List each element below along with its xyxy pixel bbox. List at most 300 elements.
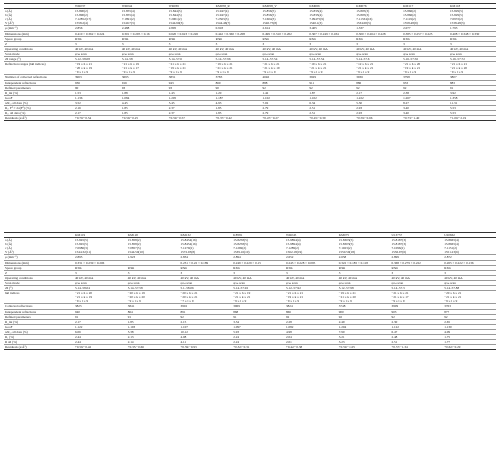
table-cell: +0.59/−0.57 xyxy=(168,116,215,121)
table-cell: 2.44 xyxy=(74,340,127,345)
table-cell: +0.59/−0.66 xyxy=(355,116,402,121)
row-label: c (Å) xyxy=(5,246,12,251)
table-cell: 40 kV, 40 mA xyxy=(127,275,180,280)
row-label: c (Å) xyxy=(5,17,12,22)
table-cell: +0.59/−0.25 xyxy=(121,116,168,121)
table-cell: 1544.46(7) xyxy=(215,21,231,26)
table-cell: 3 xyxy=(308,41,355,46)
table-cell: 1540.7(3) xyxy=(121,21,135,26)
sample-column-header: KM117 xyxy=(402,4,449,9)
table-cell: 0.918 xyxy=(215,26,262,31)
table-cell: 3936 xyxy=(355,75,402,80)
table-cell: 3825 xyxy=(74,304,127,309)
table-cell: 15.844(5) xyxy=(168,9,182,14)
table-cell: 5.14–58 xyxy=(121,57,168,62)
table-cell: R3m xyxy=(355,36,402,41)
table-cell: 15.844(5) xyxy=(168,13,182,18)
table-cell: 5.12–58.08 xyxy=(74,57,121,62)
table-cell: φ/ω scan xyxy=(285,280,338,285)
table-cell: +0.59/−0.42 xyxy=(74,345,127,350)
table-cell: 40 kV, 40 mA xyxy=(215,46,262,51)
table-cell: +0.57/−1.34 xyxy=(391,345,444,350)
table-cell: φ/ω scan xyxy=(443,280,496,285)
table-row xyxy=(4,62,496,75)
row-label: Z xyxy=(4,270,74,275)
table-cell: 40 kV, 40 mA xyxy=(168,46,215,51)
table-cell: R3m xyxy=(121,36,168,41)
table-cell: 15.947(4) xyxy=(215,13,229,18)
row-label: R_int (%) xyxy=(4,319,74,324)
table-cell: 3969 xyxy=(232,304,285,309)
row-label: Residuals (e/Å³) xyxy=(4,116,74,121)
table-cell: 15.8187(3) xyxy=(391,238,407,243)
table-cell: 5.14–57.54 xyxy=(308,57,355,62)
table-cell: 5.14–57.88 xyxy=(443,286,496,291)
table-cell: 1.204 xyxy=(338,324,391,329)
table-cell: 3902 xyxy=(180,304,233,309)
table-cell: 4.93 xyxy=(215,100,262,105)
table-cell: 15.8258(5) xyxy=(233,242,248,247)
row-label: V (Å³) xyxy=(5,21,14,26)
table-cell: 0.620 × 0.623 × 0.226 xyxy=(168,31,215,36)
table-cell: 3.405 xyxy=(308,26,355,31)
table-cell: φ/ω scan xyxy=(121,51,168,56)
table-row xyxy=(4,116,496,121)
row-label: V (Å³) xyxy=(5,250,14,255)
table-cell: 3783 xyxy=(215,75,262,80)
table-cell: 91 xyxy=(74,314,127,319)
table-cell: 1.082 xyxy=(285,324,338,329)
table-cell: 15.8665(4) xyxy=(444,242,459,247)
row-label: Residuals (e/Å³) xyxy=(4,345,74,350)
table-cell: 5.14–57.54 xyxy=(262,57,309,62)
table-cell: 3929 xyxy=(308,75,355,80)
table-cell: 7.0986(3) xyxy=(75,246,88,251)
table-cell: φ/ω scan xyxy=(127,280,180,285)
table-cell: −19 ≤ h ≤ 21 −21 ≤ k ≤ 21 −9 ≤ l ≤ 9 xyxy=(308,62,355,75)
table-cell: 860 xyxy=(215,80,262,85)
table-cell: 900 xyxy=(338,309,391,314)
table-cell: 877 xyxy=(443,309,496,314)
table-cell: R3m xyxy=(215,36,262,41)
table-cell: φ/ω scan xyxy=(180,280,233,285)
row-label: R_int (%) xyxy=(4,90,74,95)
table-cell: 5.14–58.04 xyxy=(74,286,127,291)
row-label: Dimensions (mm) xyxy=(4,31,74,36)
table-cell: 2.24 xyxy=(232,340,285,345)
table-cell: 1540.1(3) xyxy=(309,21,323,26)
table-cell: −21 ≤ h ≤ 21 −19 ≤ k ≤ 21 −9 ≤ l ≤ 9 xyxy=(168,62,215,75)
table-cell: 2.14 xyxy=(127,340,180,345)
table-cell: 15.856(5) xyxy=(262,9,276,14)
table-cell: 1.85 xyxy=(215,111,262,116)
table-cell: 940 xyxy=(74,309,127,314)
table-cell: 4046 xyxy=(262,75,309,80)
table-cell: 2.805 xyxy=(168,26,215,31)
row-label: R₁, all data (%) xyxy=(4,111,74,116)
table-cell: 2.894 xyxy=(232,255,285,260)
table-cell: R3m xyxy=(402,36,449,41)
table-cell: 3 xyxy=(391,270,444,275)
table-cell: 3831 xyxy=(168,75,215,80)
row-label: Independent reflections xyxy=(4,80,74,85)
row-label: Independent reflections xyxy=(4,309,74,314)
table-cell: 6.47 xyxy=(391,329,444,334)
table-cell: 3.34 xyxy=(232,319,285,324)
table-cell: 15.858(2) xyxy=(127,242,141,247)
table-cell: 1550.59(18) xyxy=(338,250,355,255)
sample-column-header: U20662 xyxy=(443,233,496,238)
row-label: Collected reflections xyxy=(4,304,74,309)
table-cell: 15.833(4) xyxy=(309,9,323,14)
table-cell: 3 xyxy=(262,41,309,46)
table-cell: 1.85 xyxy=(215,105,262,110)
table-cell: 15.9894(4) xyxy=(286,242,301,247)
table-cell: 1.793 xyxy=(449,26,496,31)
table-cell: 15.8454(16) xyxy=(180,238,197,243)
table-cell: 2.895 xyxy=(74,255,127,260)
table-cell: 3824 xyxy=(285,304,338,309)
table-cell: 1.193 xyxy=(127,324,180,329)
row-label: Scan mode xyxy=(4,51,74,56)
table-cell: 90 xyxy=(215,85,262,90)
table-cell: 1551.23(6) xyxy=(444,250,459,255)
table-cell: 891 xyxy=(180,309,233,314)
table-cell: R3m xyxy=(180,265,233,270)
table-cell: 40 kV, 40 mA xyxy=(338,275,391,280)
table-cell: 2.51 xyxy=(308,105,355,110)
table-cell: 3748 xyxy=(338,304,391,309)
table-cell: 1.88 xyxy=(121,90,168,95)
table-cell: 2.38 xyxy=(402,90,449,95)
table-cell: 7.09475(9) xyxy=(309,17,324,22)
table-cell: 883 xyxy=(449,80,496,85)
table-cell: 1544.50(10) xyxy=(127,250,144,255)
table-cell: 5.16–57.72 xyxy=(449,57,496,62)
table-cell: 2.93 xyxy=(355,111,402,116)
table-cell: 0.231 × 0.22 × 0.189 xyxy=(180,260,233,265)
table-cell: 0.410 × 0.362 × 0.224 xyxy=(74,31,121,36)
table-cell: 5.12–57.92 xyxy=(285,286,338,291)
table-cell: +0.70/−0.54 xyxy=(74,116,121,121)
table-cell: 15.8258(5) xyxy=(233,238,248,243)
table-cell: 40 kV, 40 mA xyxy=(262,46,309,51)
table-cell: 92 xyxy=(262,85,309,90)
table-cell: 2.658 xyxy=(338,255,391,260)
table-cell: 1540.75(8) xyxy=(262,21,278,26)
table-cell: 4.45 xyxy=(121,100,168,105)
row-label: Scan mode xyxy=(4,280,74,285)
table-cell: 2.614 xyxy=(262,26,309,31)
table-cell: 2.04 xyxy=(285,334,338,339)
table-cell: 15.8303(5) xyxy=(338,242,354,247)
table-cell: 7.1279(2) xyxy=(180,246,194,251)
table-cell: 3 xyxy=(402,41,449,46)
table-cell: 7.0972(2) xyxy=(450,17,463,22)
table-cell: 5.30 xyxy=(355,100,402,105)
table-cell: 2.51 xyxy=(391,340,444,345)
table-cell: 3 xyxy=(168,41,215,46)
table-cell: −21 ≤ h ≤ 21 −21 ≤ k ≤ 19 −9 ≤ l ≤ 9 xyxy=(262,62,309,75)
table-cell: R3m xyxy=(449,36,496,41)
table-cell: 5.14–57.6 xyxy=(355,57,402,62)
table-cell: 1.102 xyxy=(262,95,309,100)
table-cell: 3 xyxy=(215,41,262,46)
table-cell: 2.17 xyxy=(74,111,121,116)
table-cell: −20 ≤ h ≤ 19 −20 ≤ k ≤ 20 −9 ≤ l ≤ 9 xyxy=(127,291,180,304)
table-cell: 7.2563(3) xyxy=(215,17,229,22)
table-cell: 92 xyxy=(180,314,233,319)
table-cell: 0.385 × 0.257 × 0.225 xyxy=(402,31,449,36)
table-cell: 0.408 × 0.348 × 0.330 xyxy=(449,31,496,36)
table-cell: 2.93 xyxy=(355,105,402,110)
table-cell: 911 xyxy=(308,80,355,85)
table-cell: φ/ω scan xyxy=(232,280,285,285)
sample-column-header: U13757 xyxy=(391,233,444,238)
table-cell: 936 xyxy=(74,80,121,85)
row-label: μ (mm⁻¹) xyxy=(4,255,74,260)
sample-column-header: KM058_R xyxy=(215,4,262,9)
sample-column-header: WR045 xyxy=(285,233,338,238)
table-cell: 15.845(5) xyxy=(75,242,88,247)
row-label: Reflection ranges (hkl indices) xyxy=(4,62,74,75)
table-cell: −21 ≤ h ≤ 21 −21 ≤ k ≤ 17 −9 ≤ l ≤ 9 xyxy=(391,291,444,304)
table-cell: φ/ω scan xyxy=(308,51,355,56)
table-cell: 4.98 xyxy=(285,329,338,334)
table-cell: +0.59/−0.93 xyxy=(180,345,233,350)
table-cell: 888 xyxy=(262,80,309,85)
table-cell: 3.40 xyxy=(402,111,449,116)
table-cell: 7.1151(2) xyxy=(444,246,458,251)
table-cell: −21 ≤ h ≤ 20 −21 ≤ k ≤ 19 −9 ≤ l ≤ 9 xyxy=(74,291,127,304)
table-cell: 0.307 × 0.249 × 0.184 xyxy=(308,31,355,36)
row-label: a (Å) xyxy=(5,238,12,243)
table-cell: 3909 xyxy=(391,304,444,309)
table-cell: 5.14–57.92 xyxy=(232,286,285,291)
table-cell: 1.923 xyxy=(127,255,180,260)
row-label: GooF xyxy=(4,324,74,329)
table-cell: −20 ≤ h ≤ 21 −21 ≤ k ≤ 21 −9 ≤ l ≤ 9 xyxy=(443,291,496,304)
row-label: b (Å) xyxy=(5,242,13,247)
sample-column-header: KM120 xyxy=(127,233,180,238)
table-cell: 92 xyxy=(391,314,444,319)
table-cell: R3m xyxy=(74,265,127,270)
sample-column-header: WR037 xyxy=(74,4,121,9)
table-cell: 2.37 xyxy=(168,111,215,116)
table-cell: 7.1119(2) xyxy=(403,17,416,22)
table-cell: 7.2001(2) xyxy=(168,17,182,22)
table-cell: 91 xyxy=(127,314,180,319)
table-cell: 7.0857(5) xyxy=(127,246,141,251)
table-cell: 866 xyxy=(285,309,338,314)
table-cell: 92 xyxy=(402,85,449,90)
table-cell: 1.084 xyxy=(121,95,168,100)
table-cell: 2.856 xyxy=(74,26,121,31)
table-cell: 7.1269(2) xyxy=(233,246,247,251)
table-cell: 93 xyxy=(168,85,215,90)
table-cell: 6.06 xyxy=(74,329,127,334)
table-cell: 1.187 xyxy=(215,95,262,100)
table-cell: 864 xyxy=(127,309,180,314)
table-cell: 1.53 xyxy=(74,90,121,95)
table-cell: 7.12852(17) xyxy=(75,17,92,22)
table-cell: 2.37 xyxy=(168,105,215,110)
table-cell: 15.845(5) xyxy=(75,238,88,243)
row-label: hkl indices xyxy=(4,291,74,304)
row-label: R₁ (%) xyxy=(4,334,74,339)
table-cell: 5.93 xyxy=(232,329,285,334)
table-row xyxy=(4,345,496,350)
row-label: Operating conditions xyxy=(4,275,74,280)
sample-column-header: KM076 xyxy=(355,4,402,9)
table-cell: 0.249 × 0.229 × 0.15 xyxy=(232,260,285,265)
row-label: R₁, F² > 2σ(F²) (%) xyxy=(4,105,74,110)
table-cell: 1.097 xyxy=(232,324,285,329)
table-cell: φ/ω scan xyxy=(402,51,449,56)
table-cell: 7.02 xyxy=(262,100,309,105)
table-cell: R3m xyxy=(232,265,285,270)
table-cell: R3m xyxy=(391,265,444,270)
table-cell: 90 xyxy=(74,85,121,90)
table-cell: φ/ω scan xyxy=(215,51,262,56)
table-cell: 2.24 xyxy=(232,334,285,339)
table-cell: 2.01 xyxy=(285,340,338,345)
table-cell: 15.8187(3) xyxy=(391,242,407,247)
table-cell: −12 ≤ h ≤ 21 −21 ≤ k ≤ 21 −9 ≤ l ≤ 9 xyxy=(355,62,402,75)
table-cell: 3 xyxy=(74,41,121,46)
table-cell: R3m xyxy=(338,265,391,270)
table-cell: +0.47/−0.27 xyxy=(262,116,309,121)
row-label: GooF xyxy=(4,95,74,100)
table-cell: 15.829(5) xyxy=(450,9,463,14)
table-cell: 1.85 xyxy=(121,111,168,116)
table-cell: R3m xyxy=(443,265,496,270)
table-cell: 2.49 xyxy=(338,319,391,324)
table-cell: 2.79 xyxy=(262,105,309,110)
table-cell: 1.42 xyxy=(262,90,309,95)
table-cell: 2.17 xyxy=(74,319,127,324)
sample-column-header: KM119 xyxy=(74,233,127,238)
table-cell: 40 kV, 40 mA xyxy=(74,275,127,280)
table-cell: −20 ≤ h ≤ 21 −20 ≤ k ≤ 21 −7 ≤ l ≤ 9 xyxy=(180,291,233,304)
table-cell: 1.20 xyxy=(215,90,262,95)
table-cell: 92 xyxy=(338,314,391,319)
row-label: Space group xyxy=(4,265,74,270)
table-cell: 943 xyxy=(168,80,215,85)
table-cell: 40 kV, 40 mA xyxy=(232,275,285,280)
table-cell: 15.947(4) xyxy=(215,9,229,14)
row-label: R all (%) xyxy=(4,340,74,345)
table-cell: 40 kV, 40 mA xyxy=(74,46,121,51)
table-cell: 3.21 xyxy=(338,334,391,339)
table-cell: 1.122 xyxy=(74,324,127,329)
table-cell: 3695 xyxy=(121,75,168,80)
row-label: Dimensions (mm) xyxy=(4,260,74,265)
table-cell: −21 ≤ h ≤ 21 −19 ≤ k ≤ 21 −9 ≤ l ≤ 9 xyxy=(285,291,338,304)
table-cell: 2.44 xyxy=(74,334,127,339)
table-cell: 933 xyxy=(402,80,449,85)
table-cell: +0.62/−0.29 xyxy=(443,345,496,350)
table-cell: −21 ≤ h ≤ 20 −19 ≤ k ≤ 21 −9 ≤ l ≤ 9 xyxy=(402,62,449,75)
table-cell: +0.45/−0.39 xyxy=(308,116,355,121)
table-cell: 15.866(2) xyxy=(403,9,417,14)
table-cell: 1.43 xyxy=(168,90,215,95)
table-cell: 5.12–57.98 xyxy=(338,286,391,291)
table-cell: 868 xyxy=(232,309,285,314)
table-cell: 5.45 xyxy=(168,100,215,105)
table-cell: 11.31 xyxy=(449,100,496,105)
table-cell: 5.14–57.3 xyxy=(391,286,444,291)
table-cell: 1.122 xyxy=(391,324,444,329)
table-cell: 3 xyxy=(285,270,338,275)
table-cell: 1538.48(3) xyxy=(450,21,465,26)
row-label: Space group xyxy=(4,36,74,41)
table-cell: 40 kV, 40 mA xyxy=(121,46,168,51)
table-cell: 0.442 × 0.360 × 0.208 xyxy=(215,31,262,36)
table-cell: 0.322 × 0.185 × 0.118 xyxy=(338,260,391,265)
table-cell: 1536.97(6) xyxy=(391,250,407,255)
table-cell: 40 kV, 40 mA xyxy=(391,275,444,280)
table-cell: 1.75 xyxy=(443,334,496,339)
table-cell: 903 xyxy=(391,309,444,314)
table-cell: 0.265 × 0.222 × 0.136 xyxy=(443,260,496,265)
table-cell: 2.652 xyxy=(285,255,338,260)
table-cell: 3 xyxy=(443,270,496,275)
row-label: wR₂, all data (%) xyxy=(4,329,74,334)
table-cell: φ/ω scan xyxy=(74,51,121,56)
table-cell: 7.1891(2) xyxy=(121,17,135,22)
sample-column-header: KM075 xyxy=(338,233,391,238)
table-cell: 1.222 xyxy=(355,95,402,100)
table-cell: 3 xyxy=(180,270,233,275)
sample-column-header: KF081 xyxy=(232,233,285,238)
table-cell: 3 xyxy=(121,41,168,46)
table-cell: 40 kV, 40 mA xyxy=(285,275,338,280)
table-cell: 15.890(2) xyxy=(75,9,88,14)
table-cell: 15.9894(4) xyxy=(286,238,301,243)
table-cell: +0.59/−1.05 xyxy=(338,345,391,350)
table-cell: 0.301 × 0.295 × 0.16 xyxy=(121,31,168,36)
table-cell: 5.14–57.58 xyxy=(127,286,180,291)
table-cell: 1.107 xyxy=(180,324,233,329)
table-cell: 1.102 xyxy=(308,95,355,100)
table-cell: 2.834 xyxy=(180,255,233,260)
table-cell: 7.1096(2) xyxy=(391,246,405,251)
table-cell: 1.85 xyxy=(127,319,180,324)
table-cell: 3 xyxy=(127,270,180,275)
table-cell: 7.90 xyxy=(338,329,391,334)
table-cell: 1534.00(5) xyxy=(356,21,371,26)
table-cell: 1.337 xyxy=(355,26,402,31)
table-cell: −19 ≤ h ≤ 21 −21 ≤ k ≤ 21 −9 ≤ l ≤ 9 xyxy=(215,62,262,75)
table-cell: 92 xyxy=(355,85,402,90)
table-cell: 5.1–58.06 xyxy=(180,286,233,291)
table-cell: 15.805(3) xyxy=(356,9,370,14)
table-cell: 1558.48(9) xyxy=(403,21,418,26)
table-cell: 92 xyxy=(308,85,355,90)
table-cell: φ/ω scan xyxy=(338,280,391,285)
table-cell: 3 xyxy=(355,41,402,46)
table-cell: 2.13 xyxy=(127,334,180,339)
table-cell: 2.899 xyxy=(391,255,444,260)
table-cell: 2.48 xyxy=(391,334,444,339)
table-cell: 1.77 xyxy=(443,340,496,345)
table-cell: 1.358 xyxy=(449,95,496,100)
table-cell: 91 xyxy=(232,314,285,319)
table-cell: 92 xyxy=(285,314,338,319)
table-cell: 3798 xyxy=(402,75,449,80)
table-cell: 15.855(4) xyxy=(121,13,135,18)
